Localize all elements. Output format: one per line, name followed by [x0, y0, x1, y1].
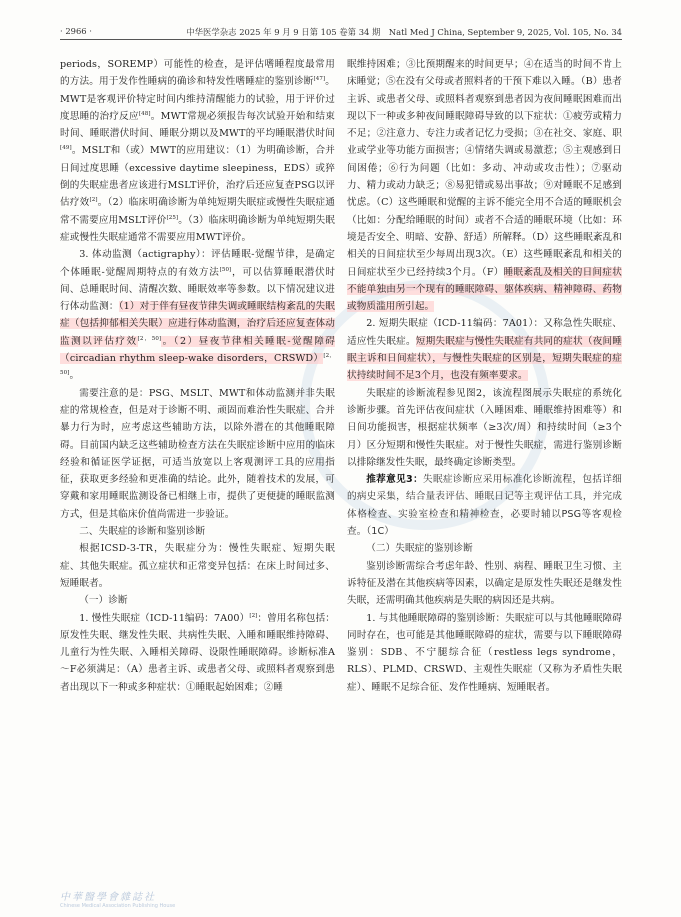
- paragraph: 鉴别诊断需综合考虑年龄、性别、病程、睡眠卫生习惯、主诉特征及潜在其他疾病等因素，以确定是原发性失眠还是继发性失眠，还需明确其他疾病是失眠的病因还是共病。: [347, 560, 622, 607]
- page-number: · 2966 ·: [60, 26, 92, 36]
- paragraph: 根据ICSD-3-TR，失眠症分为：慢性失眠症、短期失眠症、其他失眠症。孤立症状和正常变异包括：在床上时间过多、短睡眠者。: [60, 543, 335, 589]
- right-column: [347, 56, 622, 696]
- paragraph: 2. 短期失眠症（ICD-11编码：7A01）：又称急性失眠症、适应性失眠症。短期失眠症与慢性失眠症有共同的症状（夜间睡眠主诉和日间症状），与慢性失眠症的区别是，短期失眠症的症状持续时间不足3个月，也没有频率要求。: [347, 318, 622, 382]
- section-heading: （二）失眠症的鉴别诊断: [366, 543, 473, 555]
- paragraph: 需要注意的是：PSG、MSLT、MWT和体动监测并非失眠症的常规检查，但是对于诊断不明、顽固而难治性失眠症、合并暴力行为时，应考虑这些辅助方法，以除外潜在的其他睡眠障碍。目前国内缺乏这些辅助检查方法在失眠症诊断中应用的临床经验和循证医学证据，可适当放宽以上客观测评工具的应用指征，获取更多经验和更准确的结论。此外，随着技术的发展，可穿戴和家用睡眠监测设备已相继上市，提供了更便捷的睡眠监测方式，但是其临床价值尚需进一步验证。: [60, 387, 335, 520]
- recommendation-label: 推荐意见3：: [366, 474, 424, 486]
- running-header: [60, 22, 622, 40]
- paragraph: 3. 体动监测（actigraphy）：评估睡眠-觉醒节律，是确定个体睡眠-觉醒周期特点的有效方法[50]，可以估算睡眠潜伏时间、总睡眠时间、清醒次数、睡眠效率等参数。以下情况建议进行体动监测：（1）对于伴有昼夜节律失调或睡眠结构紊乱的失眠症（包括抑郁相关失眠）应进行体动监测，治疗后还应复查体动监测以评估疗效[2，50]。（2）昼夜节律相关睡眠-觉醒障碍（circadian rhythm sleep-wake disorders，CRSWD）[2，50]。: [60, 249, 336, 382]
- recommendation-box: 推荐意见3：失眠症诊断应采用标准化诊断流程，包括详细的病史采集，结合量表评估、睡眠日记等主观评估工具，并完成体格检查、实验室检查和精神检查，必要时辅以PSG等客观检查。（1C）: [347, 474, 623, 538]
- paragraph: 1. 慢性失眠症（ICD-11编码：7A00）[2]：曾用名称包括：原发性失眠、继发性失眠、共病性失眠、入睡和睡眠维持障碍、儿童行为性失眠、入睡相关障碍、设限性睡眠障碍。诊断标准A～F必须满足：（A）患者主诉、或患者父母、或照料者观察到患者出现以下一种或多种症状：①睡眠起始困难；②睡: [60, 612, 335, 693]
- publisher-logo: 中華醫學會雜誌社 Chinese Medical Association Publishing House: [60, 892, 176, 909]
- left-column: [60, 56, 335, 696]
- highlighted-text: 睡眠紊乱及相关的日间症状不能单独由另一个现有的睡眠障碍、躯体疾病、精神障碍、药物或物质滥用所引起。: [347, 266, 622, 313]
- paragraph: periods，SOREMP）可能性的检查，是评估嗜睡程度最常用的方法。用于发作性睡病的确诊和特发性嗜睡症的鉴别诊断[47]。MWT是客观评价特定时间内维持清醒能力的试验，用于评价过度思睡的治疗反应[48]。MWT常规必须报告每次试验开始和结束时间、睡眠潜伏时间、睡眠分期以及MWT的平均睡眠潜伏时间[49]。MSLT和（或）MWT的应用建议：（1）为明确诊断，合并日间过度思睡（excessive daytime sleepiness，EDS）或猝倒的失眠症患者应该进行MSLT评价，治疗后还应复查PSG以评估疗效[2]。（2）临床明确诊断为单纯短期失眠症或慢性失眠症通常不需要应用MSLT评价[25]。（3）临床明确诊断为单纯短期失眠症或慢性失眠症通常不需要应用MWT评价。: [60, 59, 335, 243]
- paragraph: 1. 与其他睡眠障碍的鉴别诊断：失眠症可以与其他睡眠障碍同时存在，也可能是其他睡眠障碍的症状，需要与以下睡眠障碍鉴别：SDB、不宁腿综合征（restless legs syndrome，RLS）、PLMD、CRSWD、主观性失眠症（又称为矛盾性失眠症）、睡眠不足综合征、发作性睡病、短睡眠者。: [347, 612, 622, 693]
- highlighted-text: 短期失眠症与慢性失眠症有共同的症状（夜间睡眠主诉和日间症状），与慢性失眠症的区别是，短期失眠症的症状持续时间不足3个月，也没有频率要求。: [347, 335, 622, 382]
- highlighted-text: 。（2）昼夜节律相关睡眠-觉醒障碍（circadian rhythm sleep-wake disorders，CRSWD）: [60, 335, 336, 365]
- highlighted-text: （1）对于伴有昼夜节律失调或睡眠结构紊乱的失眠症（包括抑郁相关失眠）应进行体动监测，治疗后还应复查体动监测以评估疗效: [60, 301, 335, 347]
- section-heading: 二、失眠症的诊断和鉴别诊断: [79, 526, 206, 538]
- journal-citation: 中华医学杂志 2025 年 9 月 9 日第 105 卷第 34 期 Natl Med J China, September 9, 2025, Vol. 105, No. 34: [186, 27, 622, 37]
- paragraph: 眠维持困难；③比预期醒来的时间更早；④在适当的时间不肯上床睡觉；⑤在没有父母或者照料者的干预下难以入睡。（B）患者主诉、或患者父母、或照料者观察到患者因为夜间睡眠困难而出现以下一种或多种夜间睡眠障碍导致的以下症状：①疲劳或精力不足；②注意力、专注力或者记忆力受损；③在社交、家庭、职业或学业等功能方面损害；④情绪失调或易激惹；⑤主观感到日间困倦；⑥行为问题（比如：多动、冲动或攻击性）；⑦驱动力、精力或动力缺乏；⑧易犯错或易出事故；⑨对睡眠不足感到忧虑。（C）这些睡眠和觉醒的主诉不能完全用不合适的睡眠机会（比如：分配给睡眠的时间）或者不合适的睡眠环境（比如：环境是否安全、明暗、安静、舒适）所解释。（D）这些睡眠紊乱和相关的日间症状至少每周出现3次。（E）这些睡眠紊乱和相关的日间症状至少已经持续3个月。（F）睡眠紊乱及相关的日间症状不能单独由另一个现有的睡眠障碍、躯体疾病、精神障碍、药物或物质滥用所引起。: [347, 59, 622, 313]
- paragraph: 失眠症的诊断流程参见图2，该流程图展示失眠症的系统化诊断步骤。首先评估夜间症状（入睡困难、睡眠维持困难等）和日间功能损害，根据症状频率（≥3次/周）和持续时间（≥3个月）区分短期和慢性失眠症。对于慢性失眠症，需进行鉴别诊断以排除继发性失眠，最终确定诊断类型。: [347, 387, 622, 468]
- subsection-heading: （一）诊断: [79, 595, 128, 607]
